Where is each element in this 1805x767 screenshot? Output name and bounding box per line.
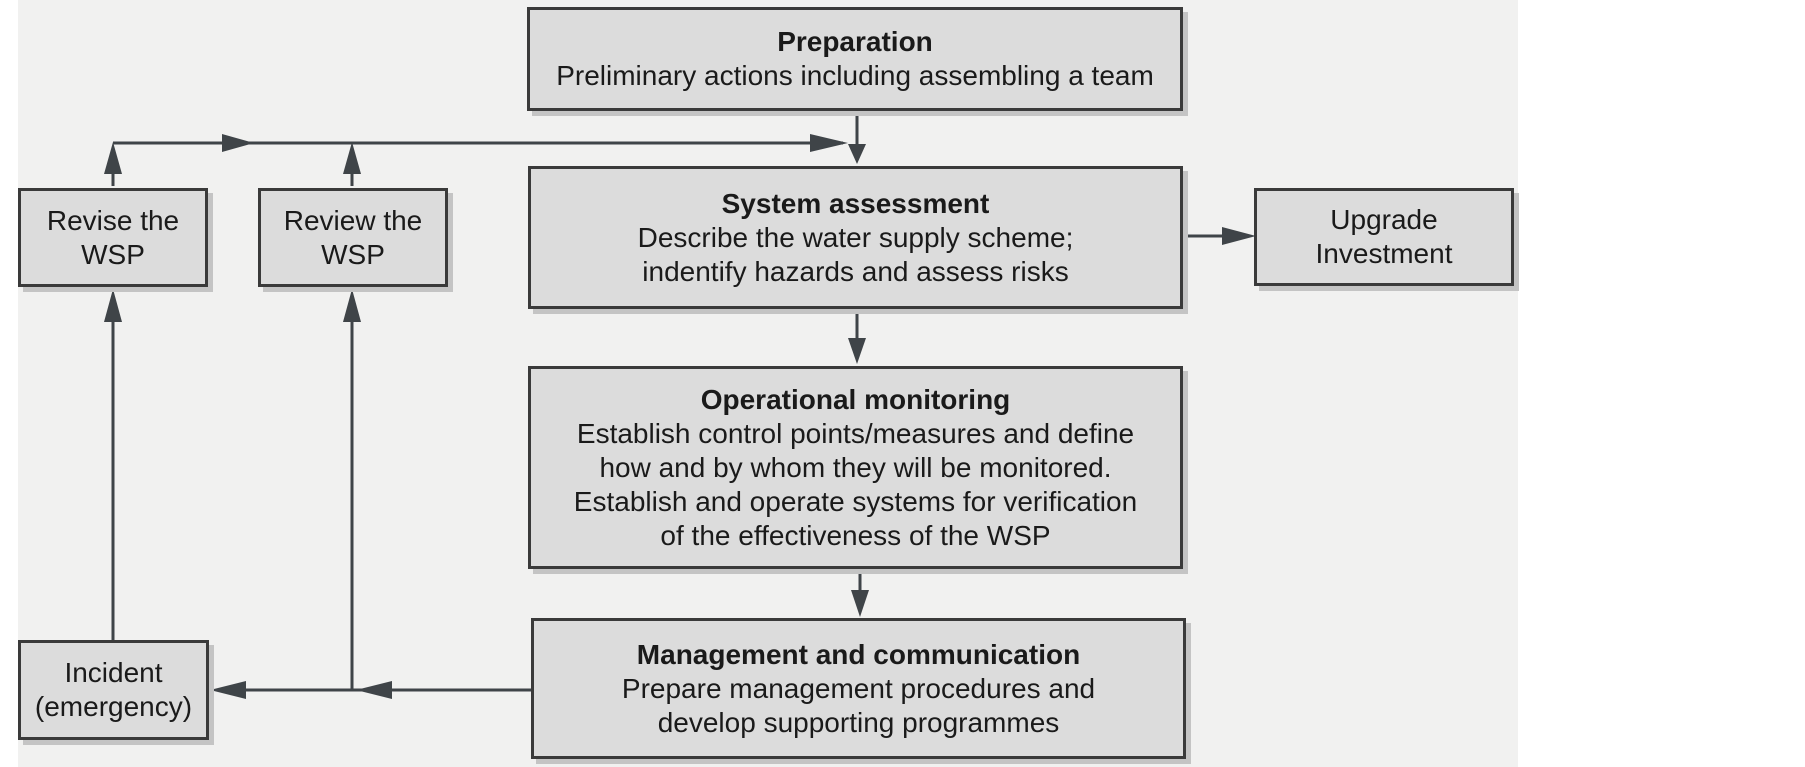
node-system-assessment-title: System assessment xyxy=(721,187,990,219)
arrowhead-bottom-mid xyxy=(356,681,392,699)
node-revise-wsp-line-1: Revise the xyxy=(46,204,180,236)
node-incident-line-2: (emergency) xyxy=(34,691,193,722)
node-preparation-title: Preparation xyxy=(777,26,933,57)
node-operational-monitoring-line-2: how and by whom they will be monitored. xyxy=(599,451,1112,483)
arrowhead-incident xyxy=(210,681,246,699)
node-incident-line-1: Incident xyxy=(64,657,163,688)
node-management-communication-title: Management and communication xyxy=(636,638,1081,670)
arrowhead-review-up xyxy=(343,142,361,174)
arrowhead-upgrade xyxy=(1222,227,1256,245)
node-operational-monitoring-line-3: Establish and operate systems for verification xyxy=(573,485,1138,517)
node-upgrade-investment xyxy=(1254,188,1514,286)
arrowhead-revise-up xyxy=(104,142,122,174)
node-operational-monitoring xyxy=(528,366,1183,569)
node-preparation xyxy=(527,7,1183,111)
node-preparation-line-1: Preliminary actions including assembling a team xyxy=(556,60,1154,91)
arrowhead-feedback-end xyxy=(810,134,848,152)
node-system-assessment-line-1: Describe the water supply scheme; xyxy=(637,221,1074,253)
node-revise-wsp xyxy=(18,188,208,287)
node-system-assessment xyxy=(528,166,1183,309)
node-operational-monitoring-line-1: Establish control points/measures and define xyxy=(576,417,1135,449)
node-revise-wsp-line-2: WSP xyxy=(81,238,145,270)
node-review-wsp-line-2: WSP xyxy=(321,238,385,270)
node-review-wsp xyxy=(258,188,448,287)
node-upgrade-investment-line-2: Investment xyxy=(1315,238,1453,269)
node-management-communication xyxy=(531,618,1186,759)
node-operational-monitoring-title: Operational monitoring xyxy=(700,383,1011,415)
arrowhead-monitoring-top xyxy=(848,338,866,364)
arrowhead-management-top xyxy=(851,590,869,617)
arrowhead-system-assessment-top xyxy=(848,144,866,164)
node-system-assessment-line-2: indentify hazards and assess risks xyxy=(642,255,1069,287)
node-management-communication-line-2: develop supporting programmes xyxy=(657,706,1060,738)
node-upgrade-investment-line-1: Upgrade xyxy=(1330,204,1438,235)
node-management-communication-line-1: Prepare management procedures and xyxy=(621,672,1096,704)
node-incident xyxy=(18,640,209,740)
node-review-wsp-line-1: Review the xyxy=(283,204,423,236)
arrowhead-feedback-mid xyxy=(222,134,254,152)
arrowhead-review-bottom xyxy=(343,289,361,322)
arrowhead-revise-bottom xyxy=(104,289,122,322)
node-operational-monitoring-line-4: of the effectiveness of the WSP xyxy=(660,519,1051,551)
